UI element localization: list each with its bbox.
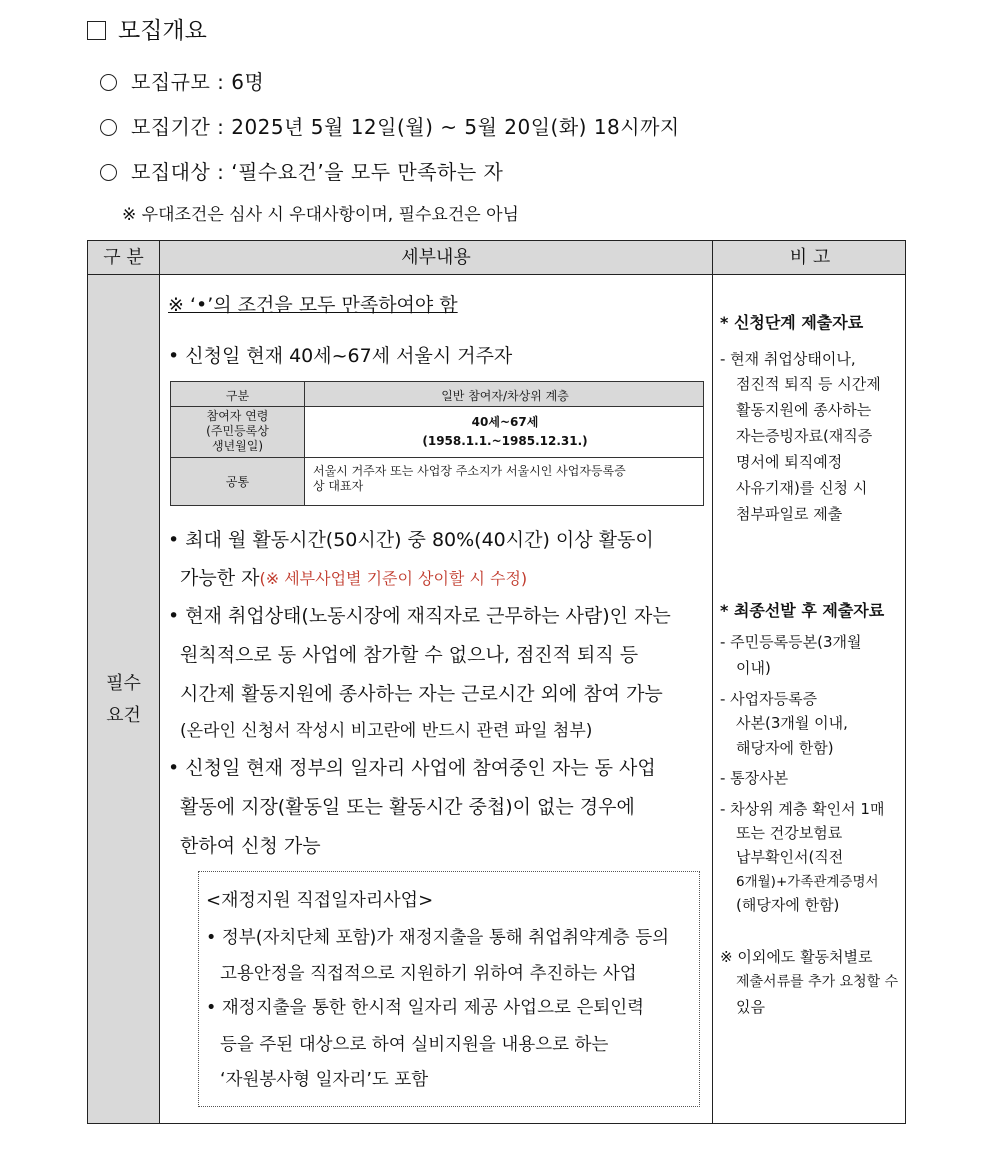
header-remarks: 비 고: [789, 247, 831, 268]
header-details: 세부내용: [401, 247, 471, 268]
subtable-common-label: 공통: [225, 475, 250, 489]
remarks-apply-title: * 신청단계 제출자료: [720, 313, 864, 332]
subtable-age-value: 40세~67세 (1958.1.1.~1985.12.31.): [422, 415, 588, 448]
box-title: <재정지원 직접일자리사업>: [206, 890, 434, 911]
bullet-government-jobs: • 신청일 현재 정부의 일자리 사업에 참여중인 자는 동 사업: [168, 757, 656, 779]
row-label-line1: 필수: [106, 673, 141, 694]
bullet-activity-hours: • 최대 월 활동시간(50시간) 중 80%(40시간) 이상 활동이: [168, 529, 654, 551]
bullet-employment: • 현재 취업상태(노동시장에 재직자로 근무하는 사람)인 자는: [168, 605, 671, 627]
bullet-activity-hours-cont: 가능한 자(※ 세부사업별 기준이 상이할 시 수정): [180, 567, 528, 589]
list-item: 모집기간 : 2025년 5월 12일(월) ~ 5월 20일(화) 18시까지: [100, 111, 680, 140]
circle-bullet-icon: [100, 164, 117, 181]
list-item: 모집대상 : ‘필수요건’을 모두 만족하는 자: [100, 156, 503, 185]
eligibility-subtable: [170, 381, 704, 506]
note-text: ※ 우대조건은 심사 시 우대사항이며, 필수요건은 아님: [122, 205, 519, 225]
row-label-cell: [88, 275, 159, 1123]
remarks-additional-note: ※ 이외에도 활동처별로: [720, 948, 873, 966]
row-label-line2: 요건: [106, 705, 141, 726]
checkbox-square-icon: [87, 21, 106, 40]
subtable-header-category: 구분: [225, 389, 250, 403]
subtable-header-group: 일반 참여자/차상위 계층: [441, 389, 569, 403]
circle-bullet-icon: [100, 74, 117, 91]
circle-bullet-icon: [100, 119, 117, 136]
subtable-common-value: 서울시 거주자 또는 사업장 주소지가 서울시인 사업자등록증 상 대표자: [313, 464, 626, 493]
subtable-age-label: 참여자 연령 (주민등록상 생년월일): [206, 409, 269, 453]
section-heading: 모집개요: [87, 12, 207, 45]
list-item: 모집규모 : 6명: [100, 66, 264, 95]
condition-title: ※ ‘•’의 조건을 모두 만족하여야 함: [168, 294, 458, 316]
remarks-final-title: * 최종선발 후 제출자료: [720, 601, 885, 620]
header-category: 구 분: [103, 247, 144, 268]
bullet-age-residency: • 신청일 현재 40세~67세 서울시 거주자: [168, 345, 513, 367]
